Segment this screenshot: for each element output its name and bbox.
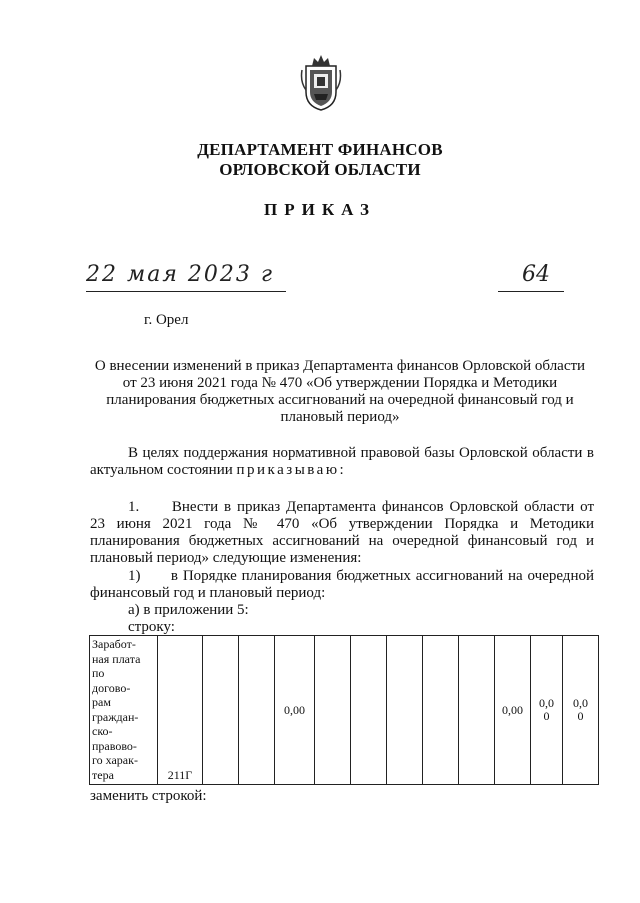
document-title: О внесении изменений в приказ Департамента финансов Орловской области от 23 июня 2021 года № 470 «Об утверждении Порядка и Методики планирования бюджетных ассигнований на очередной финансовый год и плановый период» bbox=[94, 358, 586, 425]
value-cell-4 bbox=[563, 636, 599, 785]
subitem-1 bbox=[90, 568, 594, 602]
row-label-cell bbox=[90, 636, 158, 785]
budget-table bbox=[89, 635, 599, 785]
table-row bbox=[90, 636, 599, 785]
department-line-2: ОРЛОВСКОЙ ОБЛАСТИ bbox=[219, 160, 421, 179]
item-1-text: Внести в приказ Департамента финансов Орловской области от 23 июня 2021 года № 470 «Об утверждении Порядка и Методики планирования бюджетных ассигнований на очередной финансовый год и плановый период» следующие изменения: bbox=[90, 499, 594, 566]
subitem-1-number: 1) bbox=[128, 568, 141, 584]
value-cell-4-bottom: 0 bbox=[577, 709, 584, 723]
row-label-line: ско- bbox=[92, 724, 113, 738]
item-1-number: 1. bbox=[128, 499, 140, 515]
preamble-order-word: приказываю bbox=[236, 462, 340, 478]
preamble-suffix: : bbox=[339, 462, 344, 478]
document-type: ПРИКАЗ bbox=[264, 200, 376, 219]
value-cell-1: 0,00 bbox=[275, 636, 315, 785]
value-cell-4-top: 0,0 bbox=[573, 696, 588, 710]
subitem-1-text: в Порядке планирования бюджетных ассигнований на очередной финансовый год и плановый период: bbox=[90, 568, 594, 601]
date-underline bbox=[86, 291, 286, 292]
value-cell-3 bbox=[531, 636, 563, 785]
row-label-line: догово- bbox=[92, 680, 131, 695]
code-cell: 211Г bbox=[158, 636, 203, 785]
row-label-line: по bbox=[92, 666, 105, 680]
row-label-line: рам bbox=[92, 695, 111, 709]
empty-cell bbox=[351, 636, 387, 785]
row-label-line: ная плата bbox=[92, 651, 141, 666]
coat-of-arms-emblem bbox=[300, 52, 342, 112]
row-label-line: тера bbox=[92, 767, 114, 782]
city: г. Орел bbox=[144, 312, 189, 328]
row-label-line: Заработ- bbox=[92, 637, 136, 651]
value-cell-3-bottom: 0 bbox=[543, 709, 550, 723]
row-label-line: правово- bbox=[92, 738, 137, 753]
row-word: строку: bbox=[128, 619, 175, 635]
item-1 bbox=[90, 499, 594, 567]
value-cell-2: 0,00 bbox=[495, 636, 531, 785]
row-label-line: го харак- bbox=[92, 753, 138, 767]
number-underline bbox=[498, 291, 564, 292]
empty-cell bbox=[387, 636, 423, 785]
department-line-1: ДЕПАРТАМЕНТ ФИНАНСОВ bbox=[197, 140, 443, 159]
empty-cell bbox=[315, 636, 351, 785]
handwritten-date: 22 мая 2023 г bbox=[86, 262, 275, 287]
department-heading bbox=[0, 140, 640, 180]
subitem-a: а) в приложении 5: bbox=[128, 602, 249, 618]
preamble bbox=[90, 445, 594, 479]
value-cell-3-top: 0,0 bbox=[539, 696, 554, 710]
handwritten-number: 64 bbox=[522, 262, 550, 287]
replace-word: заменить строкой: bbox=[90, 788, 207, 804]
empty-cell bbox=[203, 636, 239, 785]
preamble-text: В целях поддержания нормативной правовой базы Орловской области в актуальном состоянии bbox=[90, 445, 594, 478]
empty-cell bbox=[459, 636, 495, 785]
row-label-line: граждан- bbox=[92, 709, 139, 724]
empty-cell bbox=[239, 636, 275, 785]
empty-cell bbox=[423, 636, 459, 785]
